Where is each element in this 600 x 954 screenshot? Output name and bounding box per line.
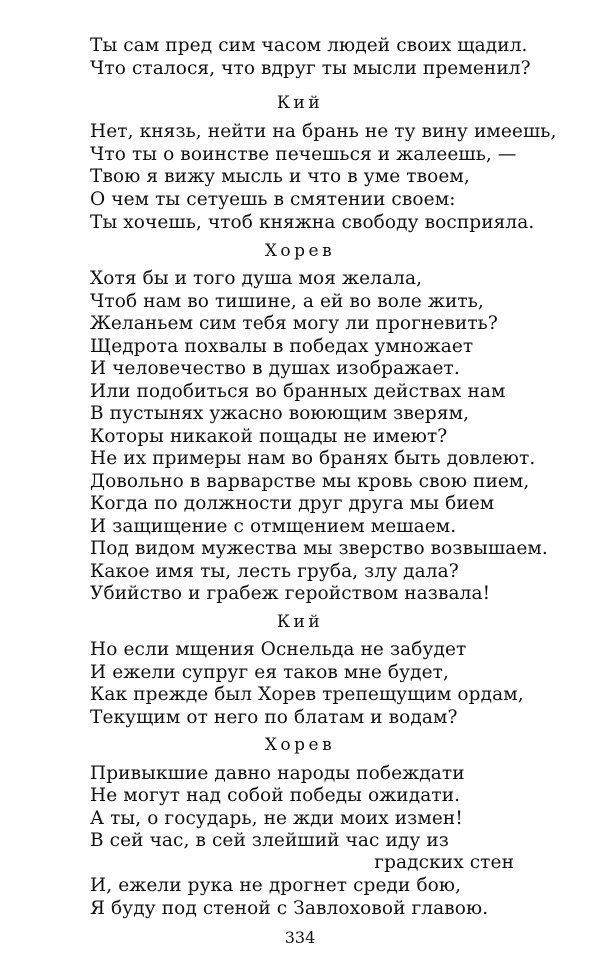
speaker-name: Хорев bbox=[264, 241, 336, 261]
verse-line: И человечество в душах изображает. bbox=[90, 358, 460, 379]
verse-line: В сей час, в сей злейший час иду из bbox=[90, 830, 449, 851]
verse-line-continuation: градских стен bbox=[374, 852, 514, 873]
verse-line: В пустынях ужасно воюющим зверям, bbox=[90, 403, 470, 424]
verse-line: Что ты о воинстве печешься и жалеешь, — bbox=[90, 144, 517, 165]
verse-line: Я буду под стеной с Завлоховой главою. bbox=[90, 898, 489, 919]
verse-line: Желаньем сим тебя могу ли прогневить? bbox=[90, 313, 498, 334]
verse-line: О чем ты сетуешь в смятении своем: bbox=[90, 189, 456, 210]
verse-line: Хотя бы и того душа моя желала, bbox=[90, 268, 423, 289]
page-number: 334 bbox=[284, 928, 316, 947]
verse-line: Когда по должности друг друга мы бием bbox=[90, 493, 495, 514]
verse-line: Чтоб нам во тишине, а ей во воле жить, bbox=[90, 291, 484, 312]
verse-line: И защищение с отмщением мешаем. bbox=[90, 516, 457, 537]
verse-line: Убийство и грабеж геройством назвала! bbox=[90, 583, 491, 604]
verse-line: Щедрота похвалы в победах умножает bbox=[90, 336, 474, 357]
verse-line: Что сталося, что вдруг ты мысли пременил? bbox=[90, 58, 531, 79]
verse-line: Но если мщения Оснельда не забудет bbox=[90, 639, 467, 660]
verse-line: Привыкшие давно народы побеждати bbox=[90, 763, 465, 784]
verse-line: Ты сам пред сим часом людей своих щадил. bbox=[90, 35, 528, 56]
verse-line: Довольно в варварстве мы кровь свою пием, bbox=[90, 471, 530, 492]
verse-line: Какое имя ты, лесть груба, злу дала? bbox=[90, 561, 459, 582]
verse-line: Которы никакой пощады не имеют? bbox=[90, 426, 448, 447]
verse-line: Не могут над собой победы ожидати. bbox=[90, 785, 461, 806]
verse-line: Или подобиться во бранных действах нам bbox=[90, 381, 506, 402]
speaker-name: Кий bbox=[276, 93, 324, 113]
speaker-name: Хорев bbox=[264, 735, 336, 755]
verse-line: И, ежели рука не дрогнет среди бою, bbox=[90, 875, 462, 896]
verse-line: Не их примеры нам во бранях быть довлеют. bbox=[90, 448, 536, 469]
verse-line: Твою я вижу мысль и что в уме твоем, bbox=[90, 166, 470, 187]
verse-line: Нет, князь, нейти на брань не ту вину имеешь, bbox=[90, 121, 557, 142]
verse-line: Текущим от него по блатам и водам? bbox=[90, 707, 458, 728]
verse-line: Под видом мужества мы зверство возвышаем. bbox=[90, 538, 548, 559]
speaker-name: Кий bbox=[276, 612, 324, 632]
verse-line: А ты, о государь, не жди моих измен! bbox=[90, 808, 463, 829]
verse-line: Как прежде был Хорев трепещущим ордам, bbox=[90, 684, 524, 705]
verse-line: Ты хочешь, чтоб княжна свободу восприяла. bbox=[90, 212, 535, 233]
verse-line: И ежели супруг ея таков мне будет, bbox=[90, 662, 449, 683]
